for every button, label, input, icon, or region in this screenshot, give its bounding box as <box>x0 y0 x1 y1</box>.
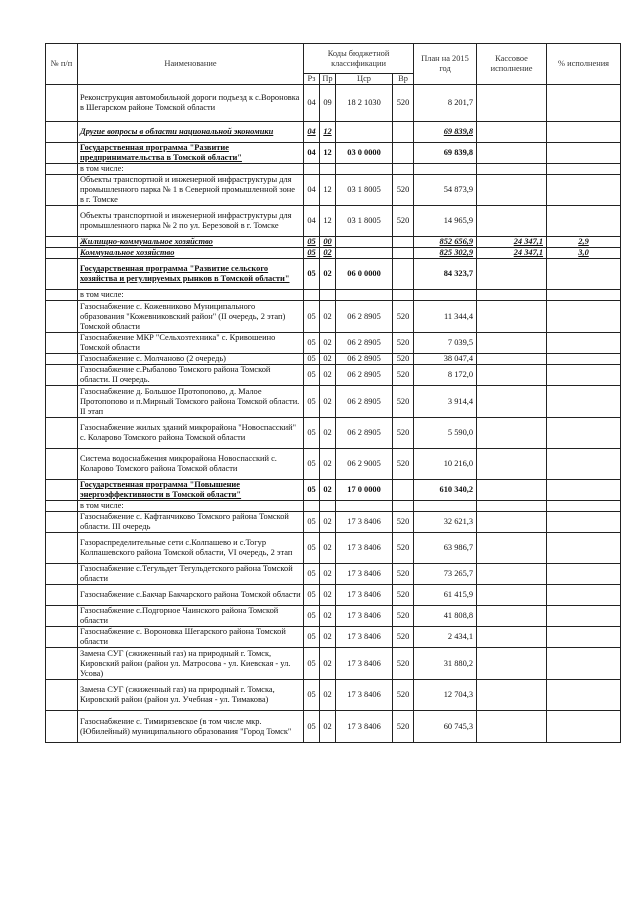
row-vr-cell: 520 <box>393 386 414 418</box>
row-vr-cell: 520 <box>393 175 414 206</box>
row-cash-cell <box>477 164 547 175</box>
row-pr-cell: 02 <box>320 333 336 354</box>
row-rz-cell: 05 <box>304 711 320 743</box>
row-name-cell: Объекты транспортной и инженерной инфраструктуры для промышленного парка № 2 по ул. Березовой в г. Томске <box>78 206 304 237</box>
row-plan-cell <box>414 164 477 175</box>
row-cash-cell: 24 347,1 <box>477 248 547 259</box>
budget-table-page <box>45 43 620 743</box>
row-name-cell: в том числе: <box>78 164 304 175</box>
row-rz-cell: 05 <box>304 680 320 711</box>
row-name-cell: Коммунальное хозяйство <box>78 248 304 259</box>
row-number-cell <box>46 175 78 206</box>
row-pr-cell: 09 <box>320 85 336 122</box>
row-vr-cell <box>393 143 414 164</box>
row-number-cell <box>46 627 78 648</box>
header-cash-execution: Кассовое исполнение <box>477 44 547 85</box>
row-vr-cell <box>393 290 414 301</box>
row-csr-cell: 03 1 8005 <box>336 175 393 206</box>
row-rz-cell: 05 <box>304 354 320 365</box>
row-pr-cell: 12 <box>320 175 336 206</box>
table-row <box>46 564 621 585</box>
row-csr-cell: 06 2 8905 <box>336 365 393 386</box>
row-number-cell <box>46 533 78 564</box>
row-vr-cell: 520 <box>393 354 414 365</box>
row-cash-cell <box>477 627 547 648</box>
row-cash-cell <box>477 122 547 143</box>
row-csr-cell: 17 3 8406 <box>336 606 393 627</box>
row-rz-cell: 05 <box>304 627 320 648</box>
row-percent-cell <box>547 585 621 606</box>
row-plan-cell: 69 839,8 <box>414 122 477 143</box>
table-row <box>46 164 621 175</box>
row-cash-cell <box>477 512 547 533</box>
row-cash-cell <box>477 85 547 122</box>
row-pr-cell: 02 <box>320 354 336 365</box>
row-percent-cell <box>547 333 621 354</box>
row-percent-cell <box>547 290 621 301</box>
row-name-cell: Газоснабжение с.Тегульдет Тегульдетского района Томской области <box>78 564 304 585</box>
row-number-cell <box>46 85 78 122</box>
row-csr-cell <box>336 248 393 259</box>
row-name-cell: Газоснабжение с.Рыбалово Томского района Томской области. II очередь. <box>78 365 304 386</box>
row-plan-cell: 41 808,8 <box>414 606 477 627</box>
row-pr-cell <box>320 164 336 175</box>
row-vr-cell <box>393 501 414 512</box>
table-row <box>46 606 621 627</box>
row-plan-cell: 610 340,2 <box>414 480 477 501</box>
table-row <box>46 248 621 259</box>
row-csr-cell <box>336 164 393 175</box>
row-pr-cell: 02 <box>320 512 336 533</box>
row-csr-cell: 17 3 8406 <box>336 648 393 680</box>
row-rz-cell <box>304 501 320 512</box>
row-percent-cell <box>547 648 621 680</box>
row-percent-cell <box>547 480 621 501</box>
row-vr-cell <box>393 164 414 175</box>
row-rz-cell: 05 <box>304 648 320 680</box>
row-cash-cell: 24 347,1 <box>477 237 547 248</box>
table-row <box>46 259 621 290</box>
table-row <box>46 648 621 680</box>
header-name: Наименование <box>78 44 304 85</box>
row-plan-cell: 61 415,9 <box>414 585 477 606</box>
row-rz-cell: 05 <box>304 585 320 606</box>
row-plan-cell: 10 216,0 <box>414 449 477 480</box>
row-vr-cell: 520 <box>393 680 414 711</box>
row-rz-cell: 05 <box>304 480 320 501</box>
row-number-cell <box>46 480 78 501</box>
row-plan-cell: 7 039,5 <box>414 333 477 354</box>
row-number-cell <box>46 680 78 711</box>
table-header <box>46 44 621 85</box>
row-pr-cell: 02 <box>320 259 336 290</box>
row-number-cell <box>46 164 78 175</box>
row-rz-cell: 05 <box>304 301 320 333</box>
row-number-cell <box>46 386 78 418</box>
row-percent-cell <box>547 122 621 143</box>
row-pr-cell: 12 <box>320 143 336 164</box>
row-pr-cell <box>320 501 336 512</box>
row-name-cell: Газоснабжение жилых зданий микрорайона "Новоспасский" с. Коларово Томского района Томской области <box>78 418 304 449</box>
table-row <box>46 365 621 386</box>
table-row <box>46 627 621 648</box>
row-percent-cell: 3,0 <box>547 248 621 259</box>
row-plan-cell <box>414 501 477 512</box>
row-percent-cell <box>547 711 621 743</box>
row-cash-cell <box>477 365 547 386</box>
row-vr-cell: 520 <box>393 648 414 680</box>
row-cash-cell <box>477 449 547 480</box>
row-pr-cell: 02 <box>320 564 336 585</box>
row-percent-cell <box>547 206 621 237</box>
row-number-cell <box>46 248 78 259</box>
row-rz-cell: 05 <box>304 418 320 449</box>
row-rz-cell: 05 <box>304 248 320 259</box>
row-name-cell: Государственная программа "Повышение энергоэффективности в Томской области" <box>78 480 304 501</box>
row-plan-cell: 2 434,1 <box>414 627 477 648</box>
row-percent-cell <box>547 301 621 333</box>
row-vr-cell: 520 <box>393 512 414 533</box>
row-vr-cell: 520 <box>393 606 414 627</box>
row-name-cell: Газоснабжение с. Тимирязевское (в том числе мкр. (Юбилейный) муниципального образования "Город Томск" <box>78 711 304 743</box>
row-csr-cell <box>336 501 393 512</box>
row-pr-cell: 02 <box>320 449 336 480</box>
row-rz-cell: 04 <box>304 85 320 122</box>
row-number-cell <box>46 585 78 606</box>
row-cash-cell <box>477 386 547 418</box>
row-vr-cell: 520 <box>393 585 414 606</box>
row-number-cell <box>46 333 78 354</box>
row-csr-cell: 17 3 8406 <box>336 627 393 648</box>
row-plan-cell: 8 172,0 <box>414 365 477 386</box>
row-pr-cell: 12 <box>320 206 336 237</box>
row-number-cell <box>46 711 78 743</box>
row-vr-cell <box>393 248 414 259</box>
row-number-cell <box>46 143 78 164</box>
row-percent-cell <box>547 365 621 386</box>
row-csr-cell: 06 2 9005 <box>336 449 393 480</box>
row-pr-cell <box>320 290 336 301</box>
row-pr-cell: 02 <box>320 365 336 386</box>
row-vr-cell: 520 <box>393 85 414 122</box>
row-plan-cell: 11 344,4 <box>414 301 477 333</box>
row-number-cell <box>46 648 78 680</box>
row-plan-cell: 12 704,3 <box>414 680 477 711</box>
row-percent-cell <box>547 85 621 122</box>
table-row <box>46 85 621 122</box>
row-cash-cell <box>477 259 547 290</box>
row-pr-cell: 02 <box>320 680 336 711</box>
budget-execution-table <box>45 43 621 743</box>
table-row <box>46 501 621 512</box>
table-row <box>46 512 621 533</box>
row-csr-cell: 17 0 0000 <box>336 480 393 501</box>
row-pr-cell: 02 <box>320 533 336 564</box>
row-vr-cell: 520 <box>393 206 414 237</box>
row-rz-cell: 05 <box>304 564 320 585</box>
header-pr: Пр <box>320 74 336 85</box>
row-percent-cell: 2,9 <box>547 237 621 248</box>
table-row <box>46 418 621 449</box>
row-rz-cell <box>304 164 320 175</box>
row-cash-cell <box>477 333 547 354</box>
header-vr: Вр <box>393 74 414 85</box>
header-percent: % исполнения <box>547 44 621 85</box>
row-vr-cell: 520 <box>393 333 414 354</box>
row-rz-cell: 05 <box>304 237 320 248</box>
row-csr-cell: 06 2 8905 <box>336 418 393 449</box>
row-rz-cell: 04 <box>304 206 320 237</box>
row-name-cell: Газоснабжение МКР "Сельхозтехника" с. Кривошеино Томской области <box>78 333 304 354</box>
row-cash-cell <box>477 680 547 711</box>
header-plan: План на 2015 год <box>414 44 477 85</box>
table-body <box>46 85 621 743</box>
header-number: № п/п <box>46 44 78 85</box>
table-row <box>46 206 621 237</box>
row-vr-cell: 520 <box>393 533 414 564</box>
row-number-cell <box>46 206 78 237</box>
row-percent-cell <box>547 143 621 164</box>
row-number-cell <box>46 259 78 290</box>
table-row <box>46 122 621 143</box>
row-plan-cell: 54 873,9 <box>414 175 477 206</box>
table-row <box>46 680 621 711</box>
row-name-cell: Система водоснабжения микрорайона Новоспасский с. Коларово Томского района Томской области <box>78 449 304 480</box>
row-name-cell: в том числе: <box>78 501 304 512</box>
row-vr-cell: 520 <box>393 449 414 480</box>
row-pr-cell: 02 <box>320 301 336 333</box>
row-cash-cell <box>477 585 547 606</box>
row-plan-cell: 32 621,3 <box>414 512 477 533</box>
table-row <box>46 290 621 301</box>
row-plan-cell: 825 302,9 <box>414 248 477 259</box>
row-percent-cell <box>547 512 621 533</box>
row-name-cell: Жилищно-коммунальное хозяйство <box>78 237 304 248</box>
table-row <box>46 301 621 333</box>
row-rz-cell: 05 <box>304 259 320 290</box>
row-csr-cell: 17 3 8406 <box>336 512 393 533</box>
row-name-cell: Газоснабжение д. Большое Протопопово, д. Малое Протопопово и п.Мирный Томского района Томской области. II этап <box>78 386 304 418</box>
row-rz-cell: 05 <box>304 449 320 480</box>
row-plan-cell: 63 986,7 <box>414 533 477 564</box>
row-csr-cell <box>336 290 393 301</box>
row-name-cell: Газораспределительные сети с.Колпашево и с.Тогур Колпашевского района Томской области, VI очередь, 2 этап <box>78 533 304 564</box>
row-number-cell <box>46 418 78 449</box>
row-cash-cell <box>477 501 547 512</box>
row-rz-cell: 05 <box>304 365 320 386</box>
row-csr-cell: 17 3 8406 <box>336 533 393 564</box>
row-percent-cell <box>547 386 621 418</box>
row-percent-cell <box>547 680 621 711</box>
table-row <box>46 143 621 164</box>
table-row <box>46 480 621 501</box>
row-number-cell <box>46 122 78 143</box>
row-rz-cell: 04 <box>304 175 320 206</box>
row-plan-cell: 69 839,8 <box>414 143 477 164</box>
row-percent-cell <box>547 564 621 585</box>
row-percent-cell <box>547 627 621 648</box>
row-rz-cell: 04 <box>304 122 320 143</box>
row-pr-cell: 02 <box>320 248 336 259</box>
row-percent-cell <box>547 354 621 365</box>
row-csr-cell: 17 3 8406 <box>336 711 393 743</box>
row-pr-cell: 02 <box>320 711 336 743</box>
row-rz-cell: 05 <box>304 606 320 627</box>
row-name-cell: Газоснабжение с. Кафтанчиково Томского района Томской области. III очередь <box>78 512 304 533</box>
row-pr-cell: 02 <box>320 648 336 680</box>
row-pr-cell: 02 <box>320 480 336 501</box>
row-name-cell: Государственная программа "Развитие предпринимательства в Томской области" <box>78 143 304 164</box>
row-cash-cell <box>477 206 547 237</box>
row-plan-cell: 5 590,0 <box>414 418 477 449</box>
row-percent-cell <box>547 259 621 290</box>
row-cash-cell <box>477 354 547 365</box>
row-pr-cell: 02 <box>320 386 336 418</box>
row-cash-cell <box>477 290 547 301</box>
row-plan-cell: 14 965,9 <box>414 206 477 237</box>
row-percent-cell <box>547 606 621 627</box>
row-cash-cell <box>477 606 547 627</box>
row-csr-cell: 18 2 1030 <box>336 85 393 122</box>
row-cash-cell <box>477 418 547 449</box>
row-name-cell: Газоснабжение с. Кожевниково Муниципального образования "Кожевниковский район" (II очередь, 2 этап) Томской области <box>78 301 304 333</box>
row-rz-cell: 05 <box>304 533 320 564</box>
row-number-cell <box>46 354 78 365</box>
row-plan-cell: 73 265,7 <box>414 564 477 585</box>
row-number-cell <box>46 449 78 480</box>
row-csr-cell: 06 2 8905 <box>336 386 393 418</box>
row-pr-cell: 12 <box>320 122 336 143</box>
row-name-cell: в том числе: <box>78 290 304 301</box>
table-row <box>46 585 621 606</box>
row-vr-cell: 520 <box>393 627 414 648</box>
row-rz-cell: 04 <box>304 143 320 164</box>
row-pr-cell: 02 <box>320 418 336 449</box>
row-vr-cell <box>393 480 414 501</box>
row-vr-cell <box>393 259 414 290</box>
row-number-cell <box>46 606 78 627</box>
table-row <box>46 237 621 248</box>
row-name-cell: Объекты транспортной и инженерной инфраструктуры для промышленного парка № 1 в Северной промышленной зоне в г. Томске <box>78 175 304 206</box>
row-csr-cell: 03 0 0000 <box>336 143 393 164</box>
row-cash-cell <box>477 533 547 564</box>
row-number-cell <box>46 564 78 585</box>
row-plan-cell: 3 914,4 <box>414 386 477 418</box>
row-name-cell: Газоснабжение с. Молчаново (2 очередь) <box>78 354 304 365</box>
row-plan-cell: 8 201,7 <box>414 85 477 122</box>
row-plan-cell <box>414 290 477 301</box>
header-rz: Рз <box>304 74 320 85</box>
row-percent-cell <box>547 449 621 480</box>
table-row <box>46 533 621 564</box>
table-row <box>46 449 621 480</box>
row-cash-cell <box>477 648 547 680</box>
row-percent-cell <box>547 175 621 206</box>
row-name-cell: Другие вопросы в области национальной экономики <box>78 122 304 143</box>
row-vr-cell: 520 <box>393 301 414 333</box>
row-percent-cell <box>547 501 621 512</box>
header-budget-codes: Коды бюджетной классификации <box>304 44 414 74</box>
table-row <box>46 711 621 743</box>
row-csr-cell: 06 2 8905 <box>336 301 393 333</box>
row-rz-cell: 05 <box>304 333 320 354</box>
row-name-cell: Замена СУГ (сжиженный газ) на природный г. Томска, Кировский район (район ул. Учебная - ул. Тимакова) <box>78 680 304 711</box>
row-pr-cell: 02 <box>320 627 336 648</box>
row-vr-cell: 520 <box>393 418 414 449</box>
row-csr-cell: 06 2 8905 <box>336 354 393 365</box>
row-plan-cell: 852 656,9 <box>414 237 477 248</box>
row-plan-cell: 60 745,3 <box>414 711 477 743</box>
row-cash-cell <box>477 301 547 333</box>
row-number-cell <box>46 501 78 512</box>
row-name-cell: Газоснабжение с. Вороновка Шегарского района Томской области <box>78 627 304 648</box>
row-csr-cell: 17 3 8406 <box>336 585 393 606</box>
row-csr-cell <box>336 122 393 143</box>
row-name-cell: Замена СУГ (сжиженный газ) на природный г. Томск, Кировский район (район ул. Матросова - ул. Киевская - ул. Усова) <box>78 648 304 680</box>
row-rz-cell: 05 <box>304 386 320 418</box>
row-rz-cell <box>304 290 320 301</box>
row-csr-cell: 03 1 8005 <box>336 206 393 237</box>
row-percent-cell <box>547 418 621 449</box>
row-plan-cell: 31 880,2 <box>414 648 477 680</box>
table-row <box>46 386 621 418</box>
row-cash-cell <box>477 175 547 206</box>
row-rz-cell: 05 <box>304 512 320 533</box>
row-vr-cell: 520 <box>393 711 414 743</box>
row-csr-cell: 06 2 8905 <box>336 333 393 354</box>
row-pr-cell: 02 <box>320 585 336 606</box>
row-number-cell <box>46 512 78 533</box>
row-number-cell <box>46 301 78 333</box>
row-csr-cell: 06 0 0000 <box>336 259 393 290</box>
row-vr-cell: 520 <box>393 564 414 585</box>
row-csr-cell: 17 3 8406 <box>336 680 393 711</box>
table-row <box>46 333 621 354</box>
row-name-cell: Газоснабжение с.Бакчар Бакчарского района Томской области <box>78 585 304 606</box>
row-cash-cell <box>477 480 547 501</box>
row-vr-cell <box>393 122 414 143</box>
row-vr-cell <box>393 237 414 248</box>
row-cash-cell <box>477 143 547 164</box>
table-row <box>46 175 621 206</box>
row-number-cell <box>46 290 78 301</box>
row-name-cell: Реконструкция автомобильной дороги подъезд к с.Вороновка в Шегарском районе Томской области <box>78 85 304 122</box>
row-cash-cell <box>477 564 547 585</box>
row-plan-cell: 84 323,7 <box>414 259 477 290</box>
row-csr-cell <box>336 237 393 248</box>
row-cash-cell <box>477 711 547 743</box>
table-row <box>46 354 621 365</box>
row-number-cell <box>46 365 78 386</box>
row-plan-cell: 38 047,4 <box>414 354 477 365</box>
row-csr-cell: 17 3 8406 <box>336 564 393 585</box>
row-number-cell <box>46 237 78 248</box>
row-name-cell: Газоснабжение с.Подгорное Чаинского района Томской области <box>78 606 304 627</box>
row-pr-cell: 00 <box>320 237 336 248</box>
row-pr-cell: 02 <box>320 606 336 627</box>
row-percent-cell <box>547 164 621 175</box>
row-vr-cell: 520 <box>393 365 414 386</box>
row-name-cell: Государственная программа "Развитие сельского хозяйства и регулируемых рынков в Томской области" <box>78 259 304 290</box>
header-csr: Цср <box>336 74 393 85</box>
row-percent-cell <box>547 533 621 564</box>
